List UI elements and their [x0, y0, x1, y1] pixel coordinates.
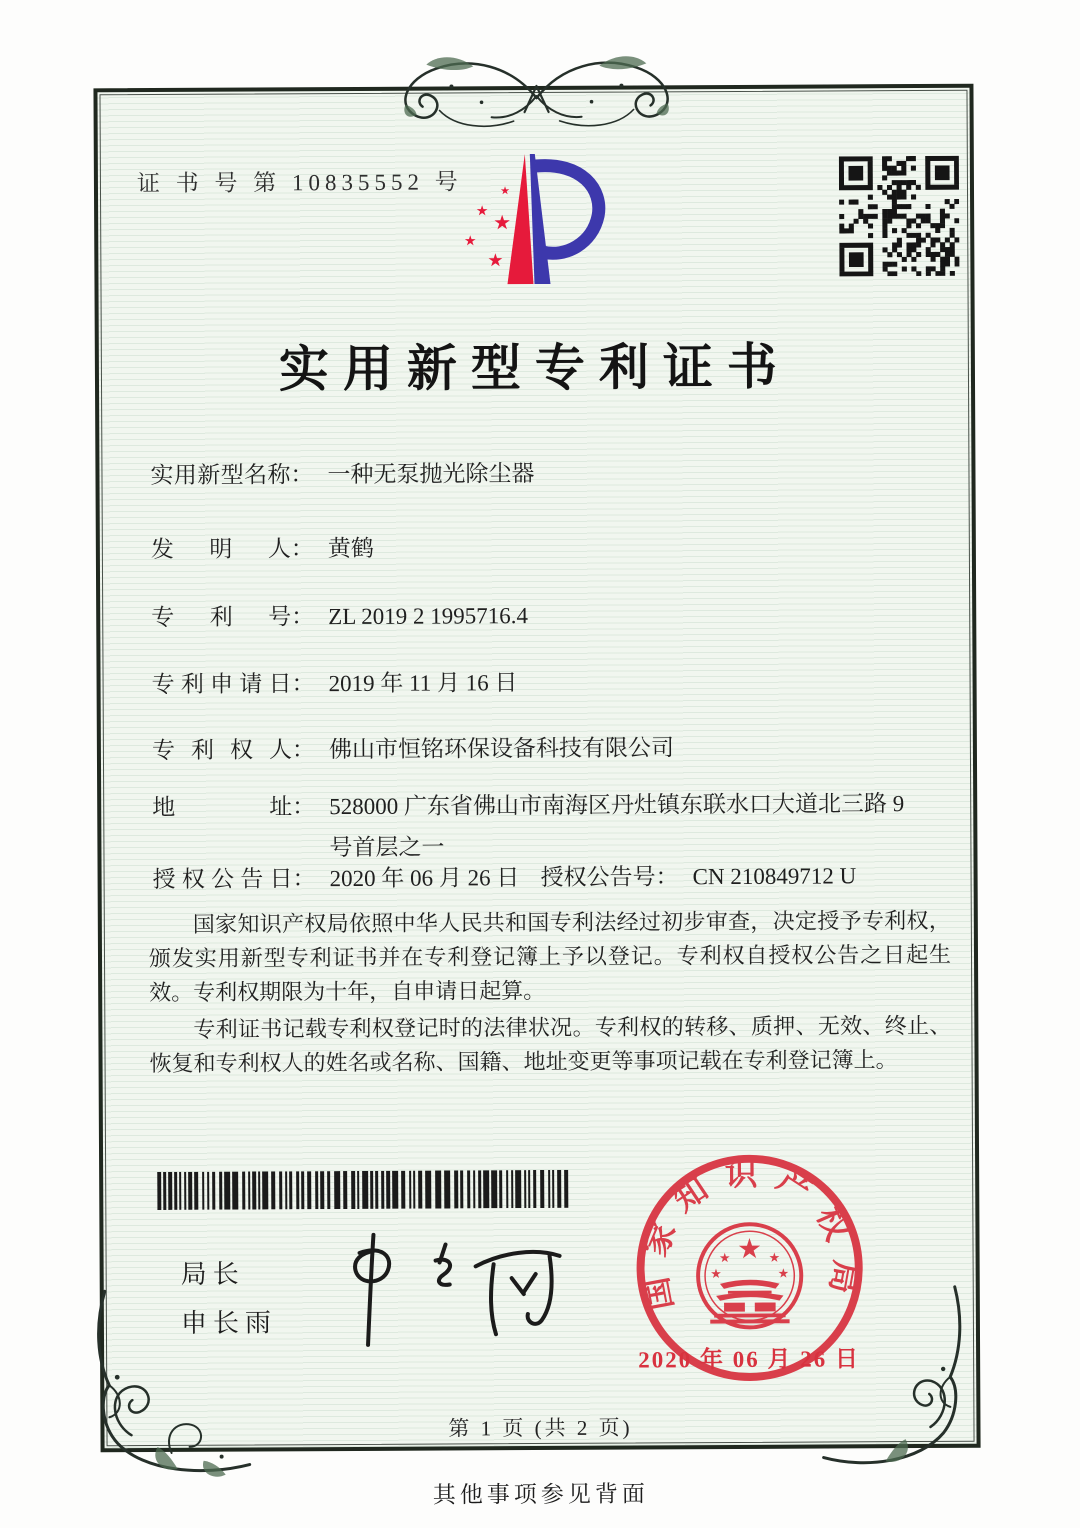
- field-row-name: [150, 451, 960, 497]
- svg-text:★: ★: [487, 250, 504, 272]
- field-colon: ：: [292, 866, 316, 892]
- field-label: 专利号: [151, 604, 292, 631]
- svg-text:★: ★: [768, 1250, 781, 1266]
- cnipa-logo-icon: [437, 138, 623, 319]
- border-ornament-top-icon: [321, 39, 751, 136]
- svg-text:★: ★: [463, 233, 477, 250]
- field-label: 发明人: [150, 536, 291, 563]
- field-row-inventor: [151, 525, 961, 571]
- field-colon: ：: [290, 462, 314, 488]
- grant-date-value: 2020 年 06 月 26 日: [329, 865, 520, 892]
- certificate-number: 证 书 号 第 10835552 号: [136, 169, 463, 197]
- legal-paragraph-1: 国家知识产权局依照中华人民共和国专利法经过初步审查，决定授予专利权，颁发实用新型专利证书并在专利登记簿上予以登记。专利权自授权公告之日起生效。专利权期限为十年，自申请日起算。: [148, 907, 952, 1006]
- svg-text:★: ★: [493, 210, 512, 235]
- back-side-note: 其他事项参见背面: [432, 1481, 649, 1508]
- field-label: 实用新型名称: [150, 462, 291, 489]
- field-value: 528000 广东省佛山市南海区丹灶镇东联水口大道北三路 9 号首层之一: [329, 791, 905, 861]
- legal-paragraph-2: 专利证书记载专利权登记时的法律状况。专利权的转移、质押、无效、终止、恢复和专利权人的姓名或名称、国籍、地址变更等事项记载在专利登记簿上。: [149, 1012, 952, 1077]
- field-colon: ：: [655, 864, 679, 890]
- field-colon: ：: [291, 737, 315, 763]
- field-colon: ：: [292, 794, 316, 820]
- field-row-filing-date: [151, 660, 961, 706]
- qr-code: [839, 156, 960, 277]
- barcode: [157, 1170, 571, 1210]
- field-label: 专利申请日: [151, 671, 292, 698]
- national-emblem-icon: [698, 1224, 802, 1328]
- grant-number-value: CN 210849712 U: [692, 863, 857, 890]
- field-value: 黄鹤: [327, 535, 374, 562]
- field-label: 授权公告号: [540, 864, 656, 890]
- svg-text:★: ★: [737, 1231, 763, 1266]
- field-row-patentee: [152, 726, 962, 772]
- seal-date: 2020 年 06 月 26 日: [638, 1346, 861, 1373]
- seal-ring-text: 国家知识产权局: [635, 1156, 864, 1313]
- director-signature: [297, 1222, 578, 1353]
- field-value: 2019 年 11 月 16 日: [328, 670, 518, 697]
- page-number: 第 1 页 (共 2 页): [448, 1415, 633, 1441]
- svg-text:★: ★: [500, 184, 510, 198]
- field-label: 专利权人: [151, 737, 292, 764]
- field-value: ZL 2019 2 1995716.4: [328, 603, 529, 630]
- field-label: 地址: [152, 794, 293, 821]
- field-value: 一种无泵抛光除尘器: [327, 461, 535, 488]
- field-value: 佛山市恒铭环保设备科技有限公司: [328, 735, 674, 763]
- legal-text: [149, 904, 952, 1084]
- svg-text:★: ★: [718, 1251, 731, 1267]
- certificate-title: 实用新型专利证书: [278, 338, 792, 398]
- svg-text:★: ★: [710, 1266, 722, 1283]
- field-colon: ：: [290, 536, 314, 562]
- svg-text:★: ★: [777, 1266, 790, 1282]
- field-colon: ：: [291, 604, 315, 630]
- field-row-patent-no: [151, 593, 961, 639]
- svg-text:★: ★: [475, 203, 489, 220]
- field-colon: ：: [291, 671, 315, 697]
- director-title: 局长: [180, 1259, 245, 1289]
- director-name: 申长雨: [180, 1308, 278, 1338]
- field-label: 授权公告日: [152, 866, 293, 893]
- field-row-grant: [152, 855, 962, 901]
- grant-number-group: [540, 855, 856, 898]
